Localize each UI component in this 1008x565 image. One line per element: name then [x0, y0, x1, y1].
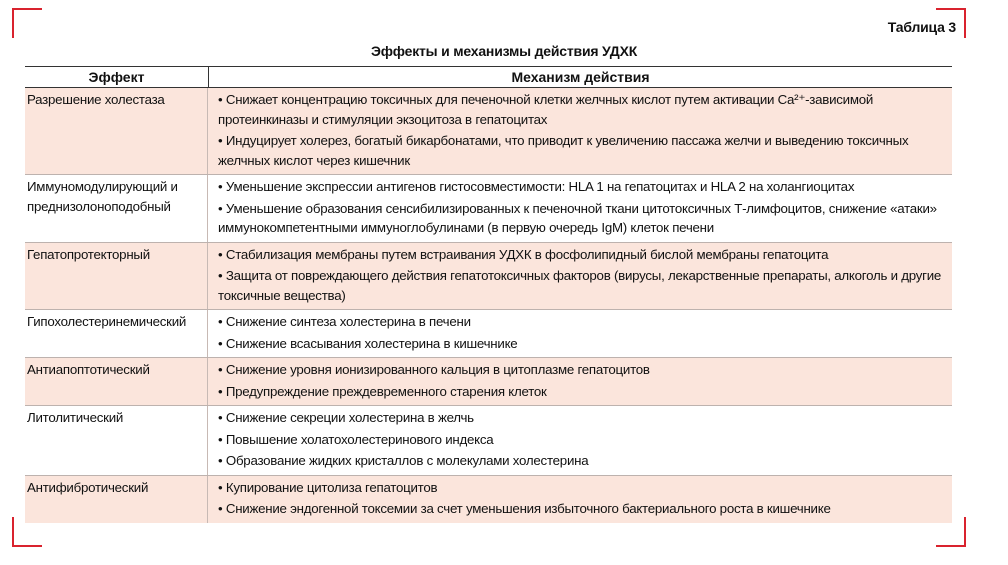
mechanism-item: • Уменьшение экспрессии антигенов гистосовместимости: HLA 1 на гепатоцитах и HLA 2 на холангиоцитах: [218, 179, 855, 194]
mechanism-item: • Образование жидких кристаллов с молекулами холестерина: [218, 453, 589, 468]
effect-cell: Гепатопротекторный: [25, 243, 208, 310]
header-mechanism: Механизм действия: [511, 69, 650, 85]
effect-cell: Разрешение холестаза: [25, 88, 208, 174]
effect-cell: Иммуномодулирующий и преднизолоноподобный: [25, 175, 208, 242]
mechanism-item: • Защита от повреждающего действия гепатотоксичных факторов (вирусы, лекарственные препараты, алкоголь и другие токсичные вещества): [218, 268, 942, 303]
mechanism-item: • Купирование цитолиза гепатоцитов: [218, 479, 438, 495]
mechanism-item: • Снижение всасывания холестерина в кишечнике: [218, 335, 518, 351]
table-row: [25, 309, 952, 357]
mechanism-item: • Снижение секреции холестерина в желчь: [218, 410, 474, 425]
effects-table: [25, 66, 952, 523]
table-number: Таблица 3: [887, 19, 956, 35]
effect-cell: Антиапоптотический: [25, 358, 208, 405]
mechanism-item: • Предупреждение преждевременного старения клеток: [218, 383, 547, 399]
mechanism-item: • Снижение эндогенной токсемии за счет уменьшения избыточного бактериального роста в кишечнике: [218, 501, 831, 516]
table-title: Эффекты и механизмы действия УДХК: [370, 43, 638, 59]
mechanism-cell: [208, 406, 952, 475]
table-body: [25, 88, 952, 523]
mechanism-cell: [208, 243, 952, 310]
mechanism-item: • Уменьшение образования сенсибилизированных к печеночной ткани цитотоксичных Т-лимфоцитов, снижение «атаки» иммунокомпетентными иммуноглобулинами (в первую очередь IgM) клеток печени: [218, 200, 937, 235]
mechanism-item: • Снижает концентрацию токсичных для печеночной клетки желчных кислот путем активации Ca²⁺-зависимой протеинкиназы и стимуляции экзоцитоза в гепатоцитах: [218, 92, 874, 127]
table-row: [25, 174, 952, 242]
mechanism-item: • Повышение холатохолестеринового индекса: [218, 431, 494, 447]
mechanism-item: • Стабилизация мембраны путем встраивания УДХК в фосфолипидный бислой мембраны гепатоцита: [218, 246, 829, 262]
effect-cell: Гипохолестеринемический: [25, 310, 208, 357]
mechanism-cell: [208, 358, 952, 405]
effect-cell: Литолитический: [25, 406, 208, 475]
table-header: [25, 66, 952, 88]
table-row: [25, 405, 952, 475]
mechanism-item: • Индуцирует холерез, богатый бикарбонатами, что приводит к увеличению пассажа желчи и выведению токсичных желчных кислот через кишечник: [218, 133, 909, 168]
table-row: [25, 475, 952, 523]
effect-cell: Антифибротический: [25, 476, 208, 523]
mechanism-item: • Снижение синтеза холестерина в печени: [218, 314, 471, 329]
frame-corner-top-left: [12, 8, 42, 38]
mechanism-cell: [208, 88, 952, 174]
mechanism-cell: [208, 175, 952, 242]
header-effect: Эффект: [25, 67, 209, 87]
mechanism-item: • Снижение уровня ионизированного кальция в цитоплазме гепатоцитов: [218, 362, 650, 377]
table-row: [25, 242, 952, 310]
table-row: [25, 357, 952, 405]
table-row: [25, 88, 952, 174]
mechanism-cell: [208, 476, 952, 523]
mechanism-cell: [208, 310, 952, 357]
